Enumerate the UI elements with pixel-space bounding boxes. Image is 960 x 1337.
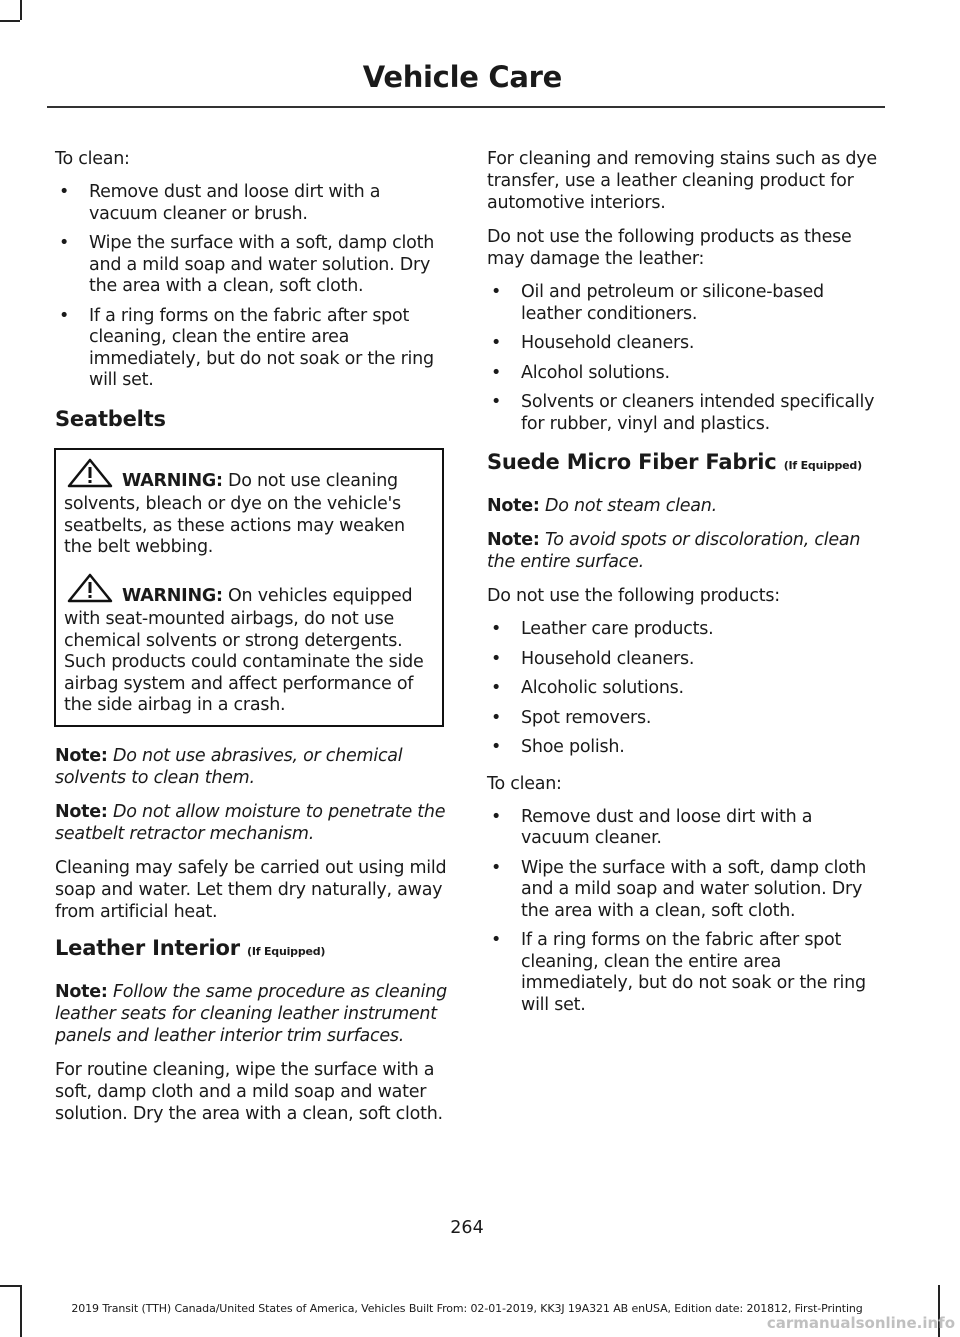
note-text: Do not use abrasives, or chemical solvents to clean them. xyxy=(55,745,403,788)
list-item-text: Remove dust and loose dirt with a vacuum cleaner or brush. xyxy=(89,182,381,224)
list-item xyxy=(55,306,447,392)
list-item-text: Leather care products. xyxy=(521,619,714,639)
warning-triangle-icon xyxy=(66,458,114,495)
bullet: • xyxy=(491,930,502,950)
list-item-text: Oil and petroleum or silicone-based leather conditioners. xyxy=(521,282,824,324)
note xyxy=(487,495,881,517)
list-item-text: Alcoholic solutions. xyxy=(521,678,684,698)
page-number: 264 xyxy=(450,1218,484,1238)
bullet: • xyxy=(59,182,70,202)
leather-avoid-list xyxy=(487,282,881,435)
warning-box xyxy=(54,448,444,727)
to-clean-intro: To clean: xyxy=(487,773,562,794)
bullet: • xyxy=(491,619,502,639)
note-label: Note: xyxy=(55,801,108,822)
note-text: To avoid spots or discoloration, clean the entire surface. xyxy=(487,530,861,572)
suede-avoid-list xyxy=(487,619,881,759)
list-item xyxy=(487,807,881,850)
warning-text: On vehicles equipped with seat-mounted airbags, do not use chemical solvents or strong detergents. Such products could contaminate the side airbag system and affect performance of the side airbag in a crash. xyxy=(64,585,424,715)
crop-mark-top-left xyxy=(20,0,22,20)
page-title: Vehicle Care xyxy=(362,60,562,94)
list-item-text: Shoe polish. xyxy=(521,737,625,757)
list-item xyxy=(487,363,881,385)
bullet: • xyxy=(491,648,502,669)
note-label: Note: xyxy=(487,496,540,516)
suede-cleaning-steps-list xyxy=(487,807,881,1017)
left-column xyxy=(55,148,447,1137)
crop-mark-bottom-left-h xyxy=(0,1285,20,1287)
bullet: • xyxy=(59,233,70,253)
warning-triangle-icon xyxy=(66,573,114,610)
list-item-text: Wipe the surface with a soft, damp cloth and a mild soap and water solution. Dry the area with a clean, soft cloth. xyxy=(89,233,435,296)
right-column xyxy=(487,148,881,1030)
list-item-text: Alcohol solutions. xyxy=(521,362,670,383)
suede-heading xyxy=(487,449,881,479)
list-item xyxy=(487,392,881,435)
note xyxy=(55,745,447,789)
warning-item xyxy=(64,458,436,559)
suede-heading-text: Suede Micro Fiber Fabric xyxy=(487,450,777,474)
warning-item xyxy=(64,573,436,717)
cleaning-paragraph: Cleaning may safely be carried out using mild soap and water. Let them dry naturally, away from artificial heat. xyxy=(55,857,447,922)
note xyxy=(55,981,447,1047)
header-rule xyxy=(47,106,885,108)
routine-cleaning-paragraph: For routine cleaning, wipe the surface with a soft, damp cloth and a mild soap and water solution. Dry the area with a clean, soft cloth. xyxy=(55,1059,443,1124)
list-item-text: Solvents or cleaners intended specifically for rubber, vinyl and plastics. xyxy=(521,392,875,434)
do-not-use-paragraph: Do not use the following products as these may damage the leather: xyxy=(487,227,852,269)
note-text: Do not allow moisture to penetrate the seatbelt retractor mechanism. xyxy=(55,801,446,844)
list-item xyxy=(487,333,881,355)
list-item xyxy=(55,233,447,298)
list-item-text: Spot removers. xyxy=(521,707,652,728)
list-item xyxy=(487,858,881,923)
list-item xyxy=(487,737,881,759)
if-equipped-tag: (If Equipped) xyxy=(783,459,862,472)
bullet: • xyxy=(491,282,502,302)
leather-heading xyxy=(55,935,447,965)
to-clean-intro: To clean: xyxy=(55,149,130,169)
list-item xyxy=(487,649,881,671)
warning-label: WARNING: xyxy=(122,585,223,606)
if-equipped-tag: (If Equipped) xyxy=(247,944,326,958)
list-item-text: If a ring forms on the fabric after spot cleaning, clean the entire area immediately, but do not soak or the ring will set. xyxy=(521,930,866,1015)
cleaning-steps-list xyxy=(55,182,447,392)
note xyxy=(55,801,447,845)
note-label: Note: xyxy=(55,745,108,766)
list-item-text: If a ring forms on the fabric after spot cleaning, clean the entire area immediately, but do not soak or the ring will set. xyxy=(89,305,434,390)
bullet: • xyxy=(59,305,70,326)
crop-mark-top-left-h xyxy=(0,20,20,22)
list-item-text: Remove dust and loose dirt with a vacuum cleaner. xyxy=(521,806,813,848)
list-item-text: Household cleaners. xyxy=(521,333,695,353)
footer-edition-info: 2019 Transit (TTH) Canada/United States of America, Vehicles Built From: 02-01-2019, KK3J 19A321 AB enUSA, Edition date: 201812, First-Printing xyxy=(71,1302,863,1315)
bullet: • xyxy=(491,707,502,728)
list-item-text: Household cleaners. xyxy=(521,648,695,669)
warning-text: Do not use cleaning solvents, bleach or dye on the vehicle's seatbelts, as these actions may weaken the belt webbing. xyxy=(64,470,405,557)
list-item xyxy=(487,619,881,641)
bullet: • xyxy=(491,362,502,383)
bullet: • xyxy=(491,857,502,878)
list-item-text: Wipe the surface with a soft, damp cloth and a mild soap and water solution. Dry the area with a clean, soft cloth. xyxy=(521,857,867,921)
stains-paragraph: For cleaning and removing stains such as dye transfer, use a leather cleaning product for automotive interiors. xyxy=(487,149,877,213)
bullet: • xyxy=(491,678,502,698)
list-item xyxy=(55,182,447,225)
list-item xyxy=(487,678,881,700)
bullet: • xyxy=(491,333,502,353)
bullet: • xyxy=(491,806,502,827)
watermark: carmanualsonline.info xyxy=(766,1314,955,1332)
note xyxy=(487,529,881,573)
note-label: Note: xyxy=(55,981,108,1002)
note-label: Note: xyxy=(487,530,540,550)
leather-heading-text: Leather Interior xyxy=(55,935,240,960)
list-item xyxy=(487,708,881,730)
bullet: • xyxy=(491,737,502,757)
note-text: Follow the same procedure as cleaning leather seats for cleaning leather instrument panels and leather interior trim surfaces. xyxy=(55,981,447,1046)
do-not-use-paragraph: Do not use the following products: xyxy=(487,586,780,606)
list-item xyxy=(487,282,881,325)
seatbelts-heading: Seatbelts xyxy=(55,406,166,431)
note-text: Do not steam clean. xyxy=(544,496,717,516)
warning-label: WARNING: xyxy=(122,470,223,491)
list-item xyxy=(487,930,881,1016)
bullet: • xyxy=(491,392,502,412)
